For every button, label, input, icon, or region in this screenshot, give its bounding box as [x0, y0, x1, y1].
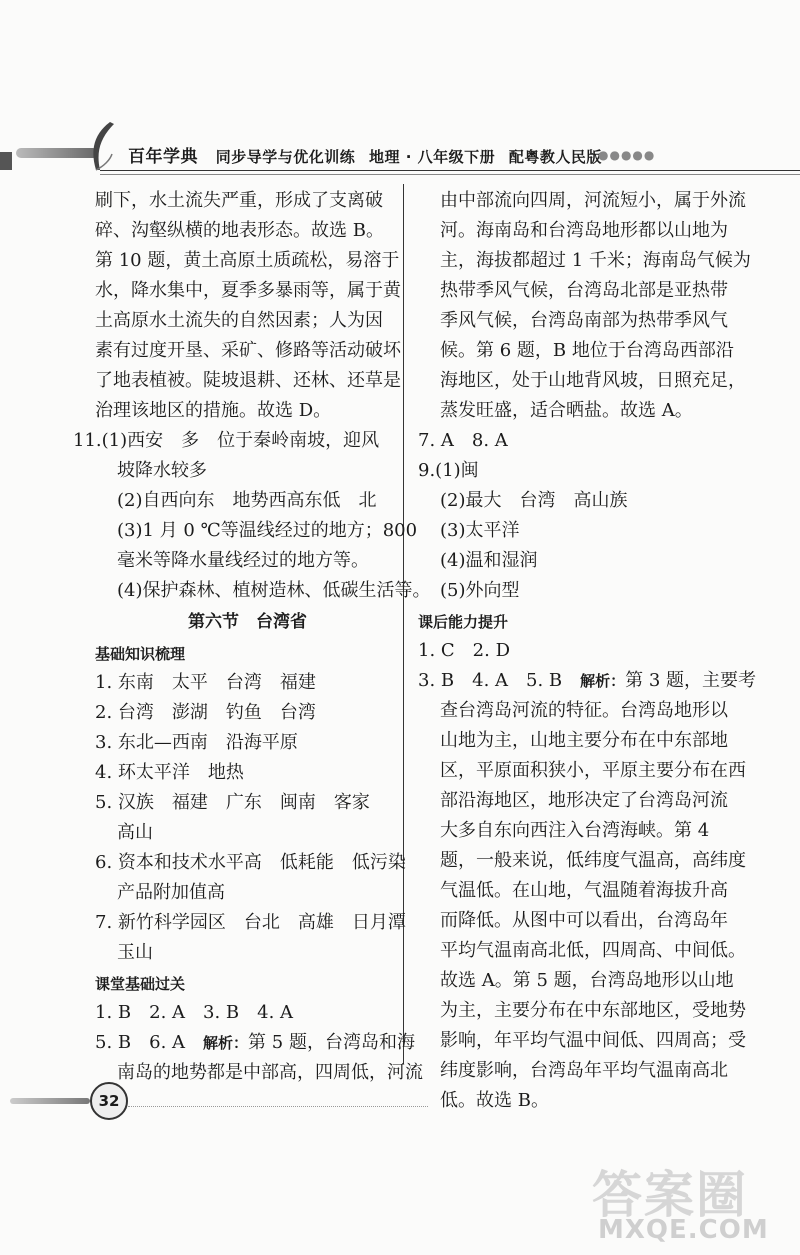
- section-heading: 基础知识梳理: [95, 645, 186, 663]
- answer-line: 素有过度开垦、采矿、修路等活动破坏: [95, 340, 401, 361]
- answer-line: [95, 1028, 415, 1058]
- q11-line: (2)自西向东 地势西高东低 北: [117, 490, 377, 511]
- answer-line: 题，一般来说，低纬度气温高，高纬度: [440, 850, 746, 871]
- q11-line: 坡降水较多: [117, 460, 207, 481]
- answer-line: 查台湾岛河流的特征。台湾岛地形以: [440, 700, 728, 721]
- answer-line: 低。故选 B。: [440, 1090, 549, 1111]
- answer-line: 海地区，处于山地背风坡，日照充足，: [440, 370, 746, 391]
- answer-line: 第 10 题，黄土高原土质疏松，易溶于: [95, 250, 400, 271]
- header-title: [128, 142, 610, 167]
- knowledge-line: 5. 汉族 福建 广东 闽南 客家: [95, 792, 370, 813]
- knowledge-line: 高山: [117, 822, 153, 843]
- q9-line: (2)最大 台湾 高山族: [440, 490, 628, 511]
- knowledge-line: 产品附加值高: [117, 882, 225, 903]
- answer-line: 1. B 2. A 3. B 4. A: [95, 1002, 294, 1023]
- answer-line: 平均气温南高北低，四周高、中间低。: [440, 940, 746, 961]
- answer-line: 大多自东向西注入台湾海峡。第 4: [440, 820, 710, 841]
- right-column: [418, 186, 757, 1116]
- answer-line: 土高原水土流失的自然因素；人为因: [95, 310, 383, 331]
- edition: 配粤教人民版: [508, 148, 602, 166]
- q11-line: 11.(1)西安 多 位于秦岭南坡，迎风: [73, 430, 380, 451]
- knowledge-line: 4. 环太平洋 地热: [95, 762, 244, 783]
- q9-line: (3)太平洋: [440, 520, 520, 541]
- analysis-label: 解析：: [580, 672, 626, 690]
- footer-swoosh: [10, 1098, 90, 1104]
- footer-dotted-rule: [128, 1106, 428, 1107]
- answer-line: 由中部流向四周，河流短小，属于外流: [440, 190, 746, 211]
- section-heading: 课堂基础过关: [95, 975, 186, 993]
- answer-line: [418, 666, 757, 696]
- knowledge-line: 3. 东北—西南 沿海平原: [95, 732, 298, 753]
- watermark-url: MXQE.COM: [598, 1215, 769, 1245]
- answer-line: 主，海拔都超过 1 千米；海南岛气候为: [440, 250, 751, 271]
- header-left-bar: [0, 152, 12, 170]
- watermark-text: 答案圈: [592, 1166, 748, 1224]
- answer-text: 第 5 题，台湾岛和海: [248, 1032, 415, 1053]
- watermark-logo: [592, 1155, 792, 1250]
- answer-line: 了地表植被。陡坡退耕、还林、还草是: [95, 370, 401, 391]
- knowledge-line: 1. 东南 太平 台湾 福建: [95, 672, 316, 693]
- q11-line: (4)保护森林、植树造林、低碳生活等。: [117, 580, 431, 601]
- answer-line: 区，平原面积狭小，平原主要分布在西: [440, 760, 746, 781]
- quill-icon: [84, 120, 118, 174]
- answer-line: 治理该地区的措施。故选 D。: [95, 400, 332, 421]
- analysis-label: 解析：: [203, 1034, 249, 1052]
- header-dots-decoration: ●●●●●: [598, 148, 656, 162]
- q11-line: 毫米等降水量线经过的地方等。: [117, 550, 369, 571]
- answer-line: 1. C 2. D: [418, 640, 510, 661]
- left-column: [73, 186, 431, 1088]
- answer-line: 刷下，水土流失严重，形成了支离破: [95, 190, 383, 211]
- answer-line: 纬度影响，台湾岛年平均气温南高北: [440, 1060, 728, 1081]
- answer-line: 故选 A。第 5 题，台湾岛地形以山地: [440, 970, 734, 991]
- page-header: [0, 120, 800, 180]
- section-heading: 课后能力提升: [418, 613, 509, 631]
- answer-prefix: 3. B 4. A 5. B: [418, 670, 581, 691]
- answer-line: 水，降水集中，夏季多暴雨等，属于黄: [95, 280, 401, 301]
- answer-line: 河。海南岛和台湾岛地形都以山地为: [440, 220, 728, 241]
- answer-line: 季风气候，台湾岛南部为热带季风气: [440, 310, 728, 331]
- q9-line: 9.(1)闽: [418, 460, 479, 481]
- answer-line: 气温低。在山地，气温随着海拔升高: [440, 880, 728, 901]
- answer-line: 南岛的地势都是中部高，四周低，河流: [117, 1062, 423, 1083]
- q11-line: (3)1 月 0 ℃等温线经过的地方；800: [117, 520, 418, 541]
- header-rule-thin: [100, 174, 800, 175]
- q9-line: (4)温和湿润: [440, 550, 538, 571]
- answer-line: 蒸发旺盛，适合晒盐。故选 A。: [440, 400, 693, 421]
- answer-line: 7. A 8. A: [418, 430, 508, 451]
- page-footer: [0, 1080, 800, 1140]
- answer-line: 热带季风气候，台湾岛北部是亚热带: [440, 280, 728, 301]
- knowledge-line: 2. 台湾 澎湖 钓鱼 台湾: [95, 702, 316, 723]
- answer-line: 为主，主要分布在中东部地区，受地势: [440, 1000, 746, 1021]
- answer-line: 山地为主，山地主要分布在中东部地: [440, 730, 728, 751]
- q9-line: (5)外向型: [440, 580, 520, 601]
- chapter-title: 第六节 台湾省: [188, 612, 307, 632]
- header-rule: [100, 170, 800, 171]
- series-name: 同步导学与优化训练: [215, 148, 356, 166]
- answer-line: 影响，年平均气温中间低、四周高；受: [440, 1030, 746, 1051]
- answer-line: 而降低。从图中可以看出，台湾岛年: [440, 910, 728, 931]
- answer-line: 候。第 6 题，B 地位于台湾岛西部沿: [440, 340, 734, 361]
- knowledge-line: 6. 资本和技术水平高 低耗能 低污染: [95, 852, 406, 873]
- answer-prefix: 5. B 6. A: [95, 1032, 204, 1053]
- brand-name: 百年学典: [128, 147, 198, 167]
- knowledge-line: 7. 新竹科学园区 台北 高雄 日月潭: [95, 912, 406, 933]
- answer-text: 第 3 题，主要考: [625, 670, 757, 691]
- answer-line: 碎、沟壑纵横的地表形态。故选 B。: [95, 220, 384, 241]
- knowledge-line: 玉山: [117, 942, 153, 963]
- page-number: 32: [90, 1082, 128, 1120]
- answer-line: 部沿海地区，地形决定了台湾岛河流: [440, 790, 728, 811]
- subject-grade: 地理 · 八年级下册: [368, 148, 496, 166]
